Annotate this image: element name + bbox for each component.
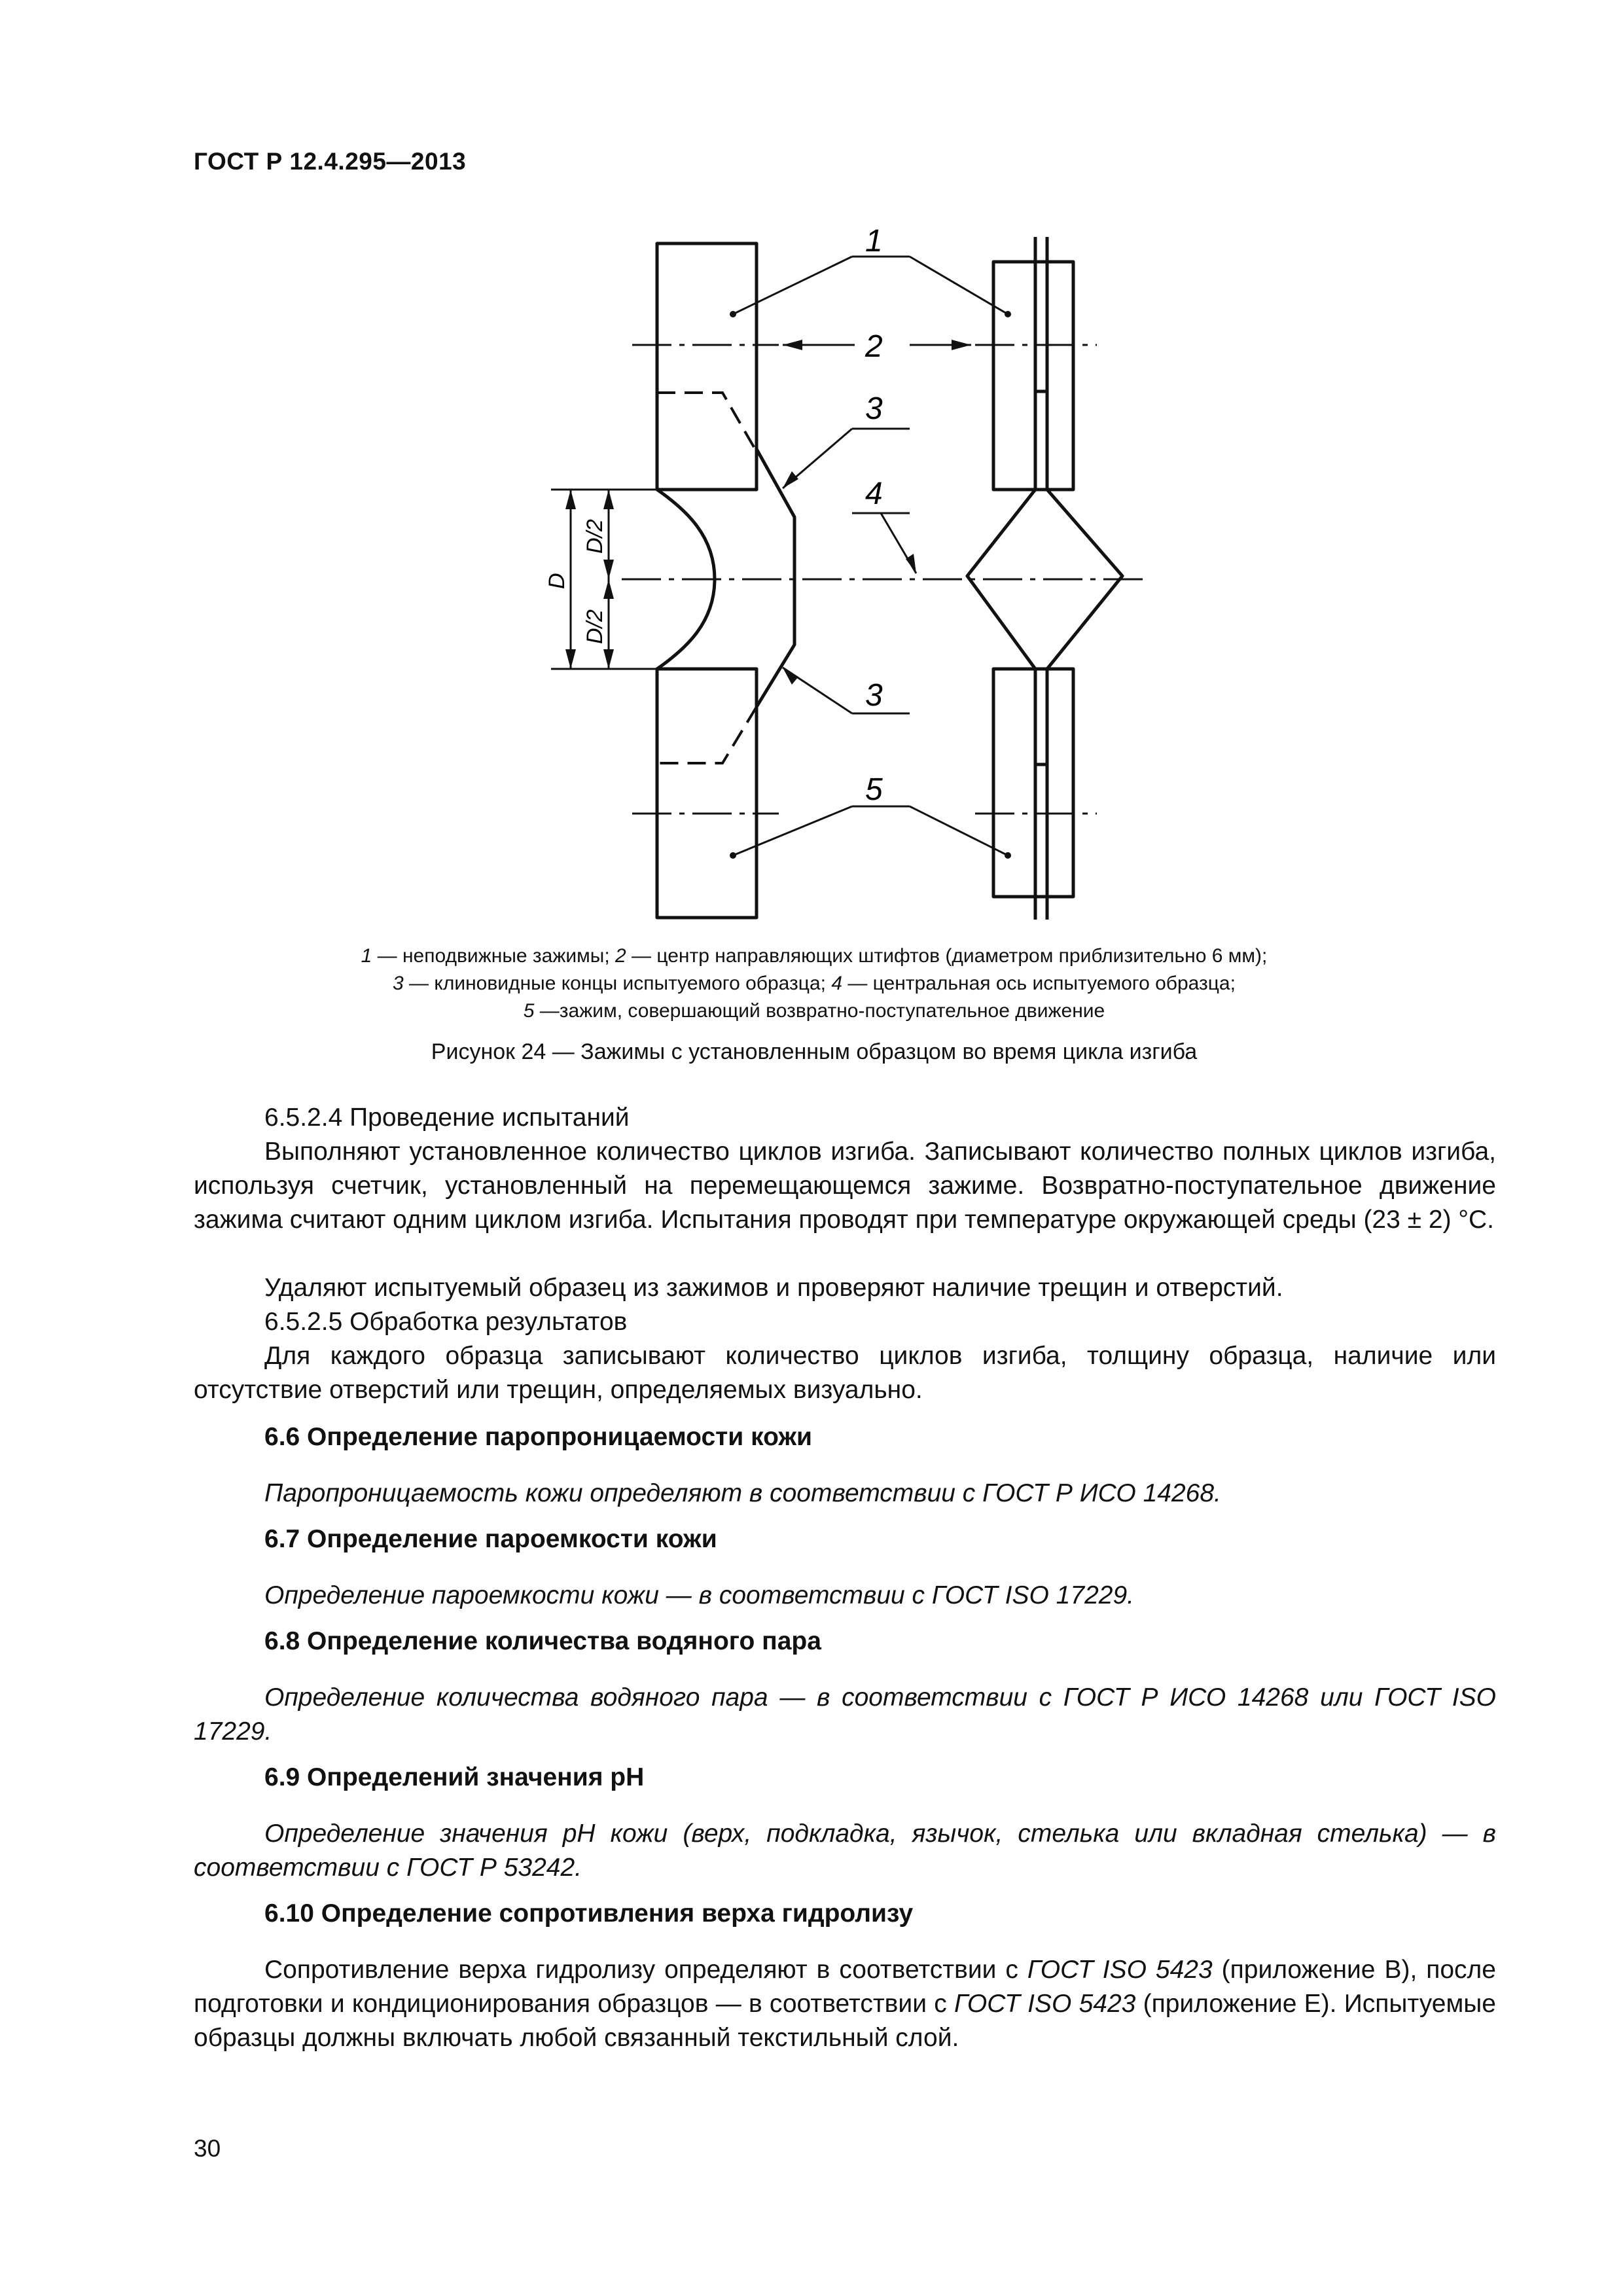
reference-gost-iso-5423-2: ГОСТ ISO 5423	[954, 1990, 1136, 2018]
right-upper-clamp-outer	[993, 262, 1073, 490]
section-66-heading: 6.6 Определение паропроницаемости кожи	[264, 1423, 813, 1451]
section-6525-title: 6.5.2.5 Обработка результатов	[264, 1308, 628, 1336]
figure-legend	[194, 942, 1435, 1025]
dimension-d-half-bottom: D/2	[582, 609, 607, 644]
section-67-heading: 6.7 Определение пароемкости кожи	[264, 1525, 717, 1553]
section-6525-paragraph-1: Для каждого образца записывают количество циклов изгиба, толщину образца, наличие или отсутствие отверстий или трещин, определяемых визуально.	[194, 1342, 1496, 1404]
section-68-heading: 6.8 Определение количества водяного пара	[264, 1627, 821, 1655]
document-header: ГОСТ Р 12.4.295—2013	[194, 148, 467, 175]
section-66-text: Паропроницаемость кожи определяют в соответствии с ГОСТ Р ИСО 14268.	[264, 1479, 1221, 1507]
specimen-wedge-edge	[757, 449, 794, 707]
section-610-paragraph: Сопротивление верха гидролизу определяют в соответствии с ГОСТ ISO 5423 (приложение В), после подготовки и кондиционирования образцов — в соответствии с ГОСТ ISO 5423 (приложение Е). Испытуемые образцы должны включать любой связанный текстильный слой.	[194, 1956, 1496, 2052]
callout-4: 4	[865, 476, 883, 511]
dimension-d-half-top: D/2	[582, 519, 607, 554]
left-upper-clamp	[657, 243, 757, 490]
section-69-heading: 6.9 Определений значения pH	[264, 1763, 645, 1791]
figure-24-diagram	[0, 0, 1623, 1021]
legend-line-1: 1 — неподвижные зажимы; 2 — центр направляющих штифтов (диаметром приблизительно 6 мм);	[361, 945, 1268, 967]
figure-caption: Рисунок 24 — Зажимы с установленным образцом во время цикла изгиба	[431, 1039, 1198, 1064]
section-610-heading: 6.10 Определение сопротивления верха гидролизу	[264, 1899, 914, 1928]
section-68-text: Определение количества водяного пара — в соответствии с ГОСТ Р ИСО 14268 или ГОСТ ISO 17229.	[194, 1683, 1496, 1746]
legend-line-3: 5 —зажим, совершающий возвратно-поступательное движение	[523, 1000, 1105, 1022]
callout-5: 5	[865, 772, 883, 807]
legend-line-2: 3 — клиновидные концы испытуемого образца; 4 — центральная ось испытуемого образца;	[393, 973, 1236, 994]
section-6524-paragraph-2: Удаляют испытуемый образец из зажимов и проверяют наличие трещин и отверстий.	[264, 1274, 1283, 1302]
callout-3-bottom: 3	[865, 678, 883, 713]
callout-1: 1	[865, 224, 883, 259]
section-69-text: Определение значения pH кожи (верх, подкладка, язычок, стелька или вкладная стелька) — в соответствии с ГОСТ Р 53242.	[194, 1820, 1496, 1882]
left-lower-clamp	[657, 669, 757, 918]
section-67-text: Определение пароемкости кожи — в соответствии с ГОСТ ISO 17229.	[264, 1581, 1134, 1609]
reference-gost-iso-5423: ГОСТ ISO 5423	[1027, 1956, 1213, 1984]
dimension-d: D	[544, 573, 569, 589]
right-lower-clamp-outer	[993, 669, 1073, 897]
page-number: 30	[194, 2135, 221, 2162]
section-6524-title: 6.5.2.4 Проведение испытаний	[264, 1103, 630, 1132]
callout-3-top: 3	[865, 391, 883, 426]
callout-2: 2	[865, 329, 883, 364]
section-6524-paragraph-1: Выполняют установленное количество циклов изгиба. Записывают количество полных циклов изгиба, используя счетчик, установленный на перемещающемся зажиме. Возвратно-поступательное движение зажима считают одним циклом изгиба. Испытания проводят при температуре окружающей среды (23 ± 2) °С.	[194, 1138, 1496, 1234]
